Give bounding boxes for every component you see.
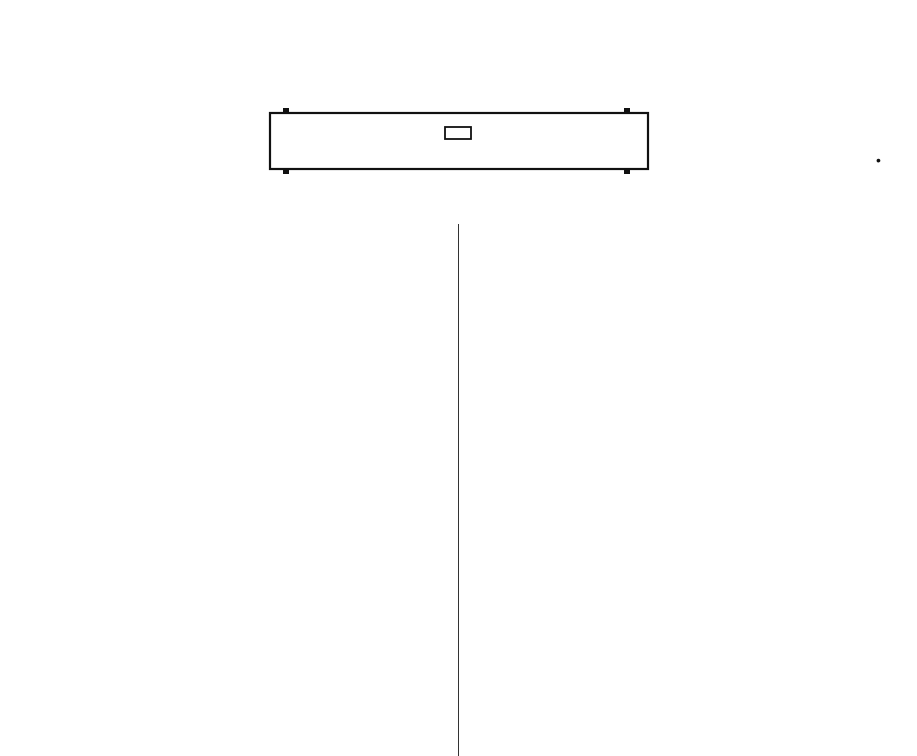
connector-tab <box>624 168 630 174</box>
right-footnote-2 <box>600 640 614 657</box>
connector-key <box>445 127 471 139</box>
connector-tab <box>283 108 289 114</box>
connector-tab <box>283 168 289 174</box>
connector-diagram <box>262 104 662 176</box>
section-divider <box>458 224 459 756</box>
right-footnote-1 <box>600 623 608 640</box>
left-footnote-1 <box>34 698 42 715</box>
connector-body <box>270 113 648 169</box>
stray-dot: • <box>876 152 881 168</box>
connector-tab <box>624 108 630 114</box>
